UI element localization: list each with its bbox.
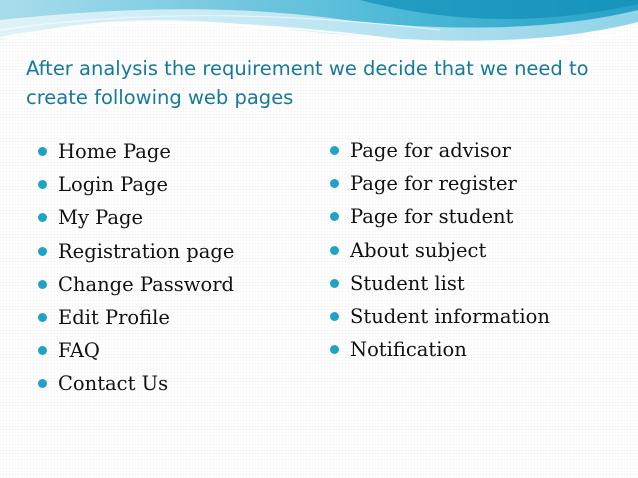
bullet-icon xyxy=(38,313,47,322)
list-item-home-page xyxy=(36,138,234,171)
bullet-icon xyxy=(330,212,339,221)
list-item-label: Page for register xyxy=(350,172,517,196)
list-item-label: Page for student xyxy=(350,205,514,229)
list-item-label: Page for advisor xyxy=(350,139,511,162)
list-item-registration-page xyxy=(36,238,234,271)
list-item-label: FAQ xyxy=(58,339,100,363)
list-item-student-list xyxy=(328,270,550,303)
list-item-label: Student list xyxy=(350,271,465,295)
bullet-icon xyxy=(38,213,47,222)
list-item-page-for-advisor xyxy=(328,137,550,170)
list-item-change-password xyxy=(36,271,234,304)
list-item-page-for-register xyxy=(328,170,550,203)
bullet-icon xyxy=(330,246,339,255)
list-item-label: Registration page xyxy=(58,239,235,263)
bullet-icon xyxy=(38,379,47,388)
list-item-label: Edit Profile xyxy=(58,305,170,329)
list-item-label: Student information xyxy=(350,304,550,328)
list-item-page-for-student xyxy=(328,203,550,236)
page-list-right xyxy=(328,137,550,369)
bullet-icon xyxy=(330,345,339,354)
slide-title: After analysis the requirement we decide that we need to create following web pages xyxy=(26,57,589,109)
bullet-icon xyxy=(38,247,47,256)
list-item-my-page xyxy=(36,204,234,237)
bullet-icon xyxy=(38,280,47,289)
bullet-icon xyxy=(38,147,47,156)
bullet-icon xyxy=(330,146,339,155)
list-item-faq xyxy=(36,337,234,370)
list-item-label: My Page xyxy=(58,206,144,230)
bullet-icon xyxy=(330,179,339,188)
list-item-label: About subject xyxy=(350,238,487,262)
list-item-label: Change Password xyxy=(58,272,235,296)
list-item-edit-profile xyxy=(36,304,234,337)
list-item-notification xyxy=(328,336,550,369)
bullet-icon xyxy=(330,312,339,321)
page-list-left xyxy=(36,138,234,404)
list-item-student-information xyxy=(328,303,550,336)
bullet-icon xyxy=(38,180,47,189)
list-item-label: Home Page xyxy=(58,140,171,163)
bullet-icon xyxy=(38,346,47,355)
list-item-label: Login Page xyxy=(58,173,169,197)
bullet-icon xyxy=(330,279,339,288)
list-item-contact-us xyxy=(36,370,234,403)
list-item-about-subject xyxy=(328,237,550,270)
list-item-label: Contact Us xyxy=(58,372,169,396)
list-item-login-page xyxy=(36,171,234,204)
list-item-label: Notification xyxy=(350,338,467,362)
